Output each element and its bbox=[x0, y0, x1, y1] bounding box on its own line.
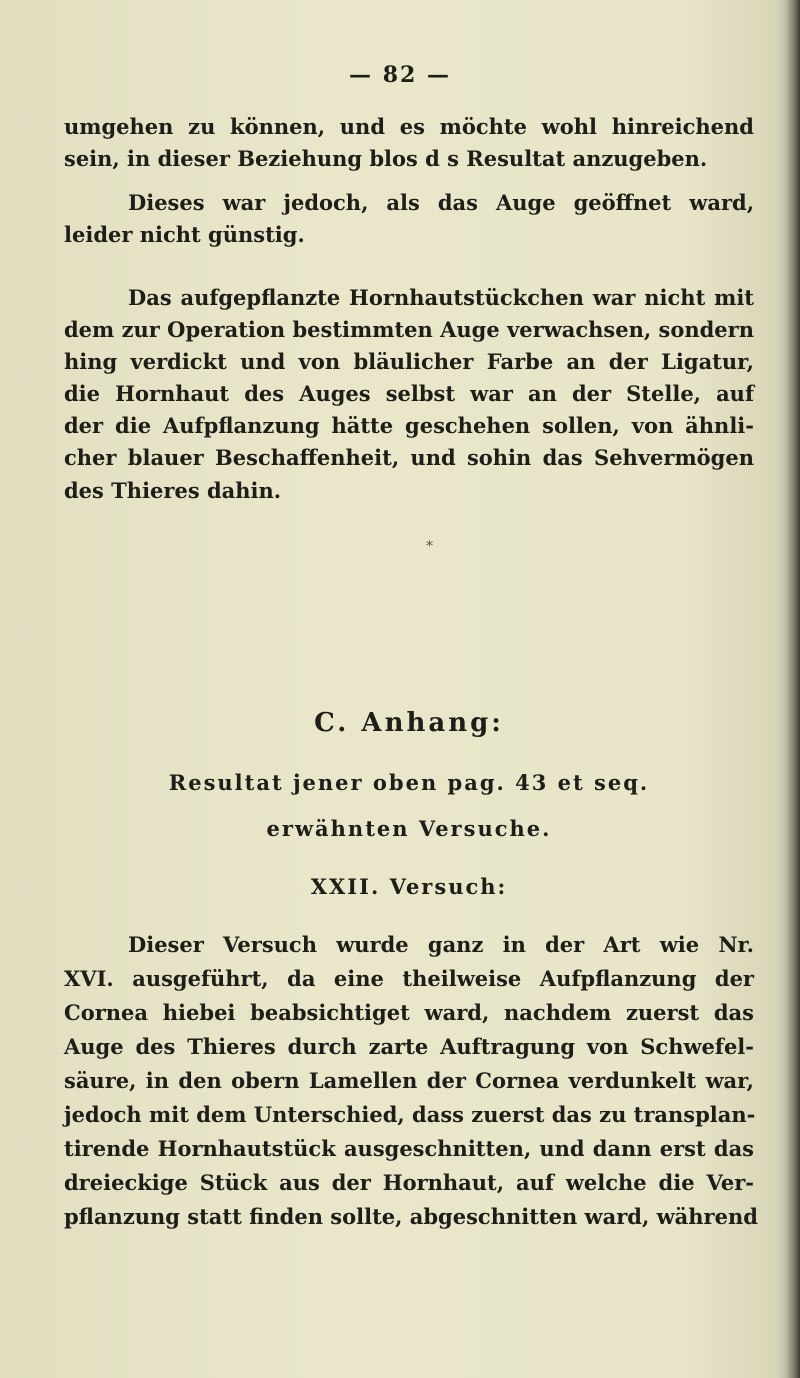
text-line: leider nicht günstig. bbox=[64, 222, 305, 247]
experiment-heading: XXII. Versuch: bbox=[310, 874, 508, 899]
text-line: tirende Hornhautstück ausgeschnitten, und dann erst das bbox=[64, 1136, 754, 1161]
appendix-heading: C. Anhang: bbox=[314, 708, 504, 738]
text-line: Das aufgepflanzte Hornhautstückchen war nicht mit bbox=[128, 285, 754, 310]
text-line: Dieser Versuch wurde ganz in der Art wie Nr. bbox=[128, 932, 754, 957]
text-line: jedoch mit dem Unterschied, dass zuerst das zu transplan- bbox=[64, 1102, 756, 1127]
ink-speck: ⁎ bbox=[426, 534, 433, 550]
text-line: cher blauer Beschaffenheit, und sohin das Sehvermögen bbox=[64, 445, 754, 470]
result-heading: Resultat jener oben pag. 43 et seq. bbox=[168, 770, 650, 795]
page-edge-shadow bbox=[786, 0, 800, 1378]
text-line: Dieses war jedoch, als das Auge geöffnet ward, bbox=[128, 190, 754, 215]
result-heading-continued: erwähnten Versuche. bbox=[266, 816, 552, 841]
text-line: umgehen zu können, und es möchte wohl hinreichend bbox=[64, 114, 754, 139]
text-line: sein, in dieser Beziehung blos d s Resultat anzugeben. bbox=[64, 146, 708, 171]
text-line: XVI. ausgeführt, da eine theilweise Aufpflanzung der bbox=[64, 966, 754, 991]
text-line: hing verdickt und von bläulicher Farbe an der Ligatur, bbox=[64, 349, 754, 374]
text-line: die Hornhaut des Auges selbst war an der Stelle, auf bbox=[64, 381, 754, 406]
text-line: dreieckige Stück aus der Hornhaut, auf welche die Ver- bbox=[64, 1170, 754, 1195]
text-line: Auge des Thieres durch zarte Auftragung von Schwefel- bbox=[64, 1034, 754, 1059]
text-line: der die Aufpflanzung hätte geschehen sollen, von ähnli- bbox=[64, 413, 754, 438]
page-number: — 82 — bbox=[349, 62, 451, 88]
text-line: dem zur Operation bestimmten Auge verwachsen, sondern bbox=[64, 317, 754, 342]
text-line: des Thieres dahin. bbox=[64, 478, 282, 503]
text-line: Cornea hiebei beabsichtiget ward, nachdem zuerst das bbox=[64, 1000, 754, 1025]
text-line: säure, in den obern Lamellen der Cornea verdunkelt war, bbox=[64, 1068, 754, 1093]
text-line: pflanzung statt finden sollte, abgeschnitten ward, während bbox=[64, 1204, 758, 1229]
